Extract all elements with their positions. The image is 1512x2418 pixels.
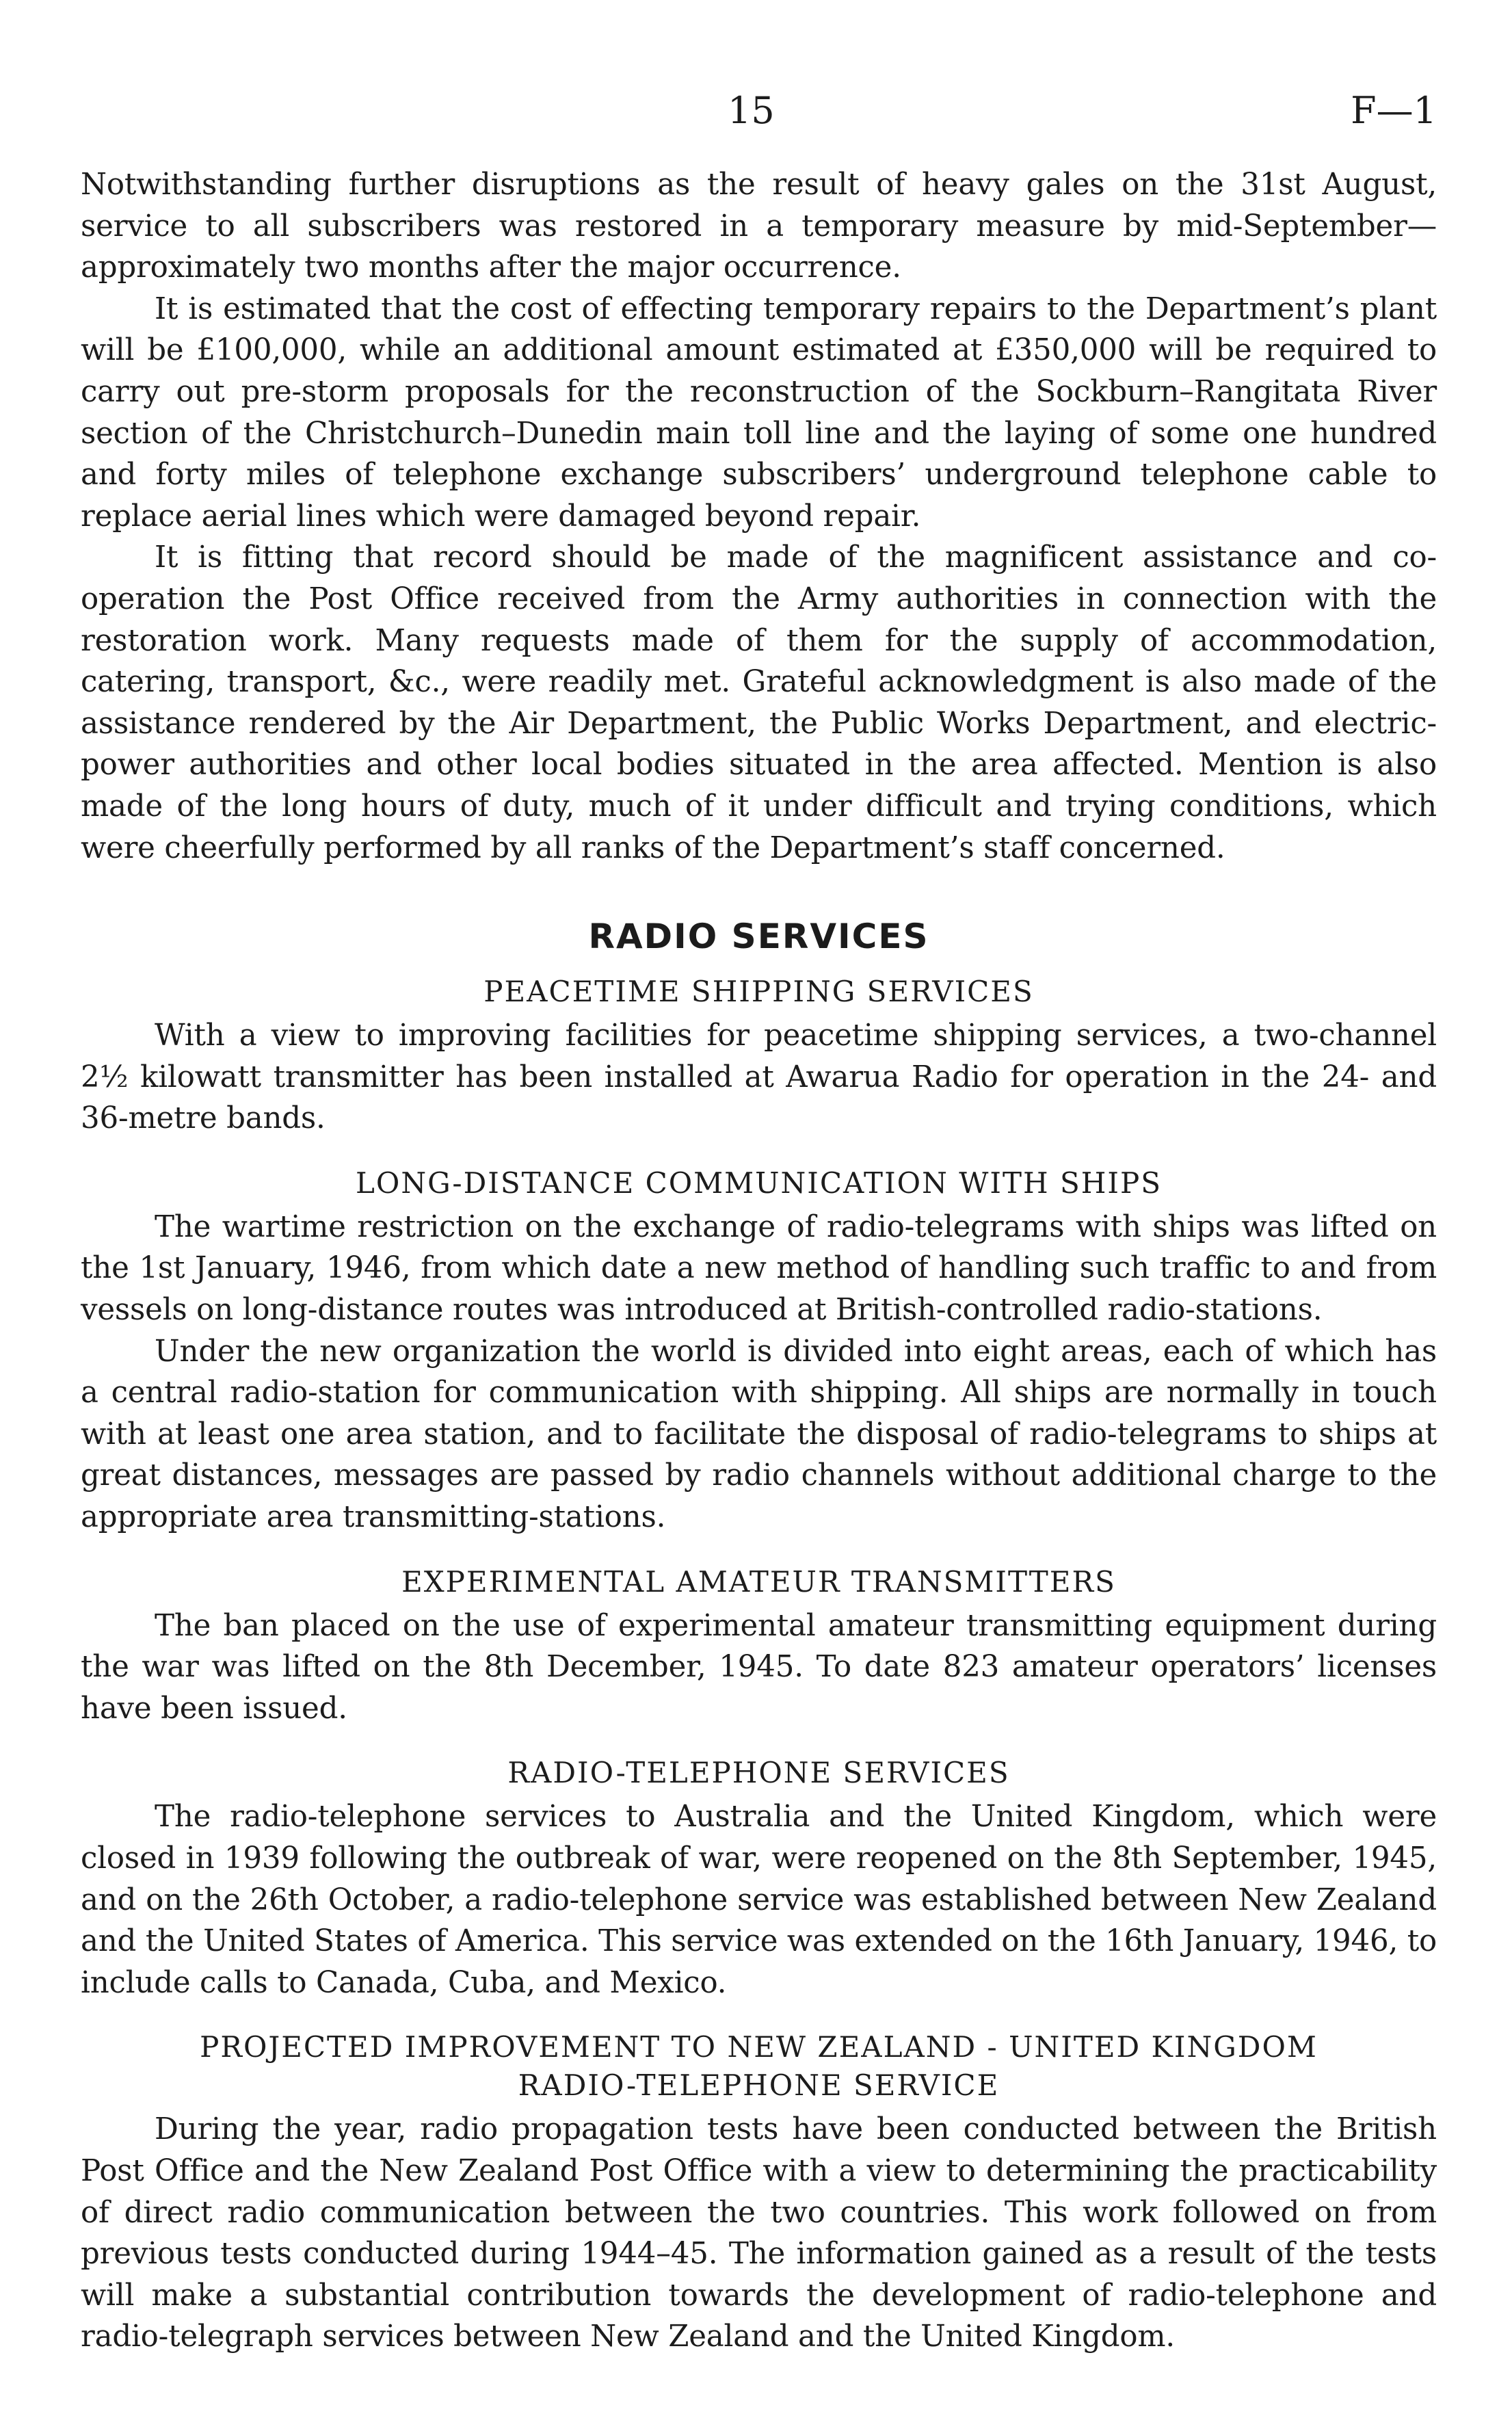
paragraph: During the year, radio propagation tests have been conducted between the British Post Office and the New Zealand Post Office with a view to determining the practicability of direct radio communication between the two countries. This work followed on from previous tests conducted during 1944–45. The information gained as a result of the tests will make a substantial contribution towards the development of radio-telephone and radio-telegraph services between New Zealand and the United Kingdom. bbox=[81, 2112, 1437, 2354]
paragraph: It is estimated that the cost of effecting temporary repairs to the Department’s plant will be £100,000, while an additional amount estimated at £350,000 will be required to carry out pre-storm proposals for the reconstruction of the Sockburn–Rangitata River section of the Christchurch–Dunedin main toll line and the laying of some one hundred and forty miles of telephone exchange subscribers’ underground telephone cable to replace aerial lines which were damaged beyond repair. bbox=[81, 291, 1437, 534]
paragraph: With a view to improving facilities for peacetime shipping services, a two-channel 2½ kilowatt transmitter has been installed at Awarua Radio for operation in the 24- and 36-metre bands. bbox=[81, 1019, 1437, 1136]
paragraph: The radio-telephone services to Australia and the United Kingdom, which were closed in 1939 following the outbreak of war, were reopened on the 8th September, 1945, and on the 26th October, a radio-telephone service was established between New Zealand and the United States of America. This service was extended on the 16th January, 1946, to include calls to Canada, Cuba, and Mexico. bbox=[81, 1800, 1437, 2000]
paragraph: It is fitting that record should be made of the magnificent assistance and co-operation the Post Office received from the Army authorities in connection with the restoration work. Many requests made of them for the supply of accommodation, catering, transport, &c., were readily met. Grateful acknowledgment is also made of the assistance rendered by the Air Department, the Public Works Department, and electric-power authorities and other local bodies situated in the area affected. Mention is also made of the long hours of duty, much of it under difficult and trying conditions, which were cheerfully performed by all ranks of the Department’s staff concerned. bbox=[81, 540, 1437, 865]
heading-line: PROJECTED IMPROVEMENT TO NEW ZEALAND - UNITED KINGDOM bbox=[200, 2030, 1318, 2064]
subsection-heading: LONG-DISTANCE COMMUNICATION WITH SHIPS bbox=[356, 1166, 1162, 1200]
section-heading: RADIO SERVICES bbox=[588, 917, 929, 957]
subsection-heading: PEACETIME SHIPPING SERVICES bbox=[483, 975, 1034, 1009]
paragraph: Under the new organization the world is divided into eight areas, each of which has a central radio-station for communication with shipping. All ships are normally in touch with at least one area station, and to facilitate the disposal of radio-telegrams to ships at great distances, messages are passed by radio channels without additional charge to the appropriate area transmitting-stations. bbox=[81, 1334, 1437, 1535]
paragraph: The wartime restriction on the exchange of radio-telegrams with ships was lifted on the 1st January, 1946, from which date a new method of handling such traffic to and from vessels on long-distance routes was introduced at British-controlled radio-stations. bbox=[81, 1209, 1437, 1328]
page-header bbox=[81, 89, 1437, 164]
radio-services-section bbox=[81, 917, 1437, 2358]
document-code: F—1 bbox=[1351, 89, 1437, 132]
subsection-heading: RADIO-TELEPHONE SERVICES bbox=[507, 1756, 1010, 1790]
paragraph: The ban placed on the use of experimental amateur transmitting equipment during the war was lifted on the 8th December, 1945. To date 823 amateur operators’ licenses have been issued. bbox=[81, 1608, 1437, 1726]
subsection-heading: EXPERIMENTAL AMATEUR TRANSMITTERS bbox=[401, 1564, 1116, 1599]
subsection-heading bbox=[81, 2028, 1437, 2105]
page-number: 15 bbox=[728, 89, 775, 132]
paragraph: Notwithstanding further disruptions as the result of heavy gales on the 31st August, service to all subscribers was restored in a temporary measure by mid-September—approximately two months after the major occurrence. bbox=[81, 168, 1437, 285]
heading-line: RADIO-TELEPHONE SERVICE bbox=[518, 2068, 1000, 2103]
intro-section bbox=[81, 164, 1437, 869]
